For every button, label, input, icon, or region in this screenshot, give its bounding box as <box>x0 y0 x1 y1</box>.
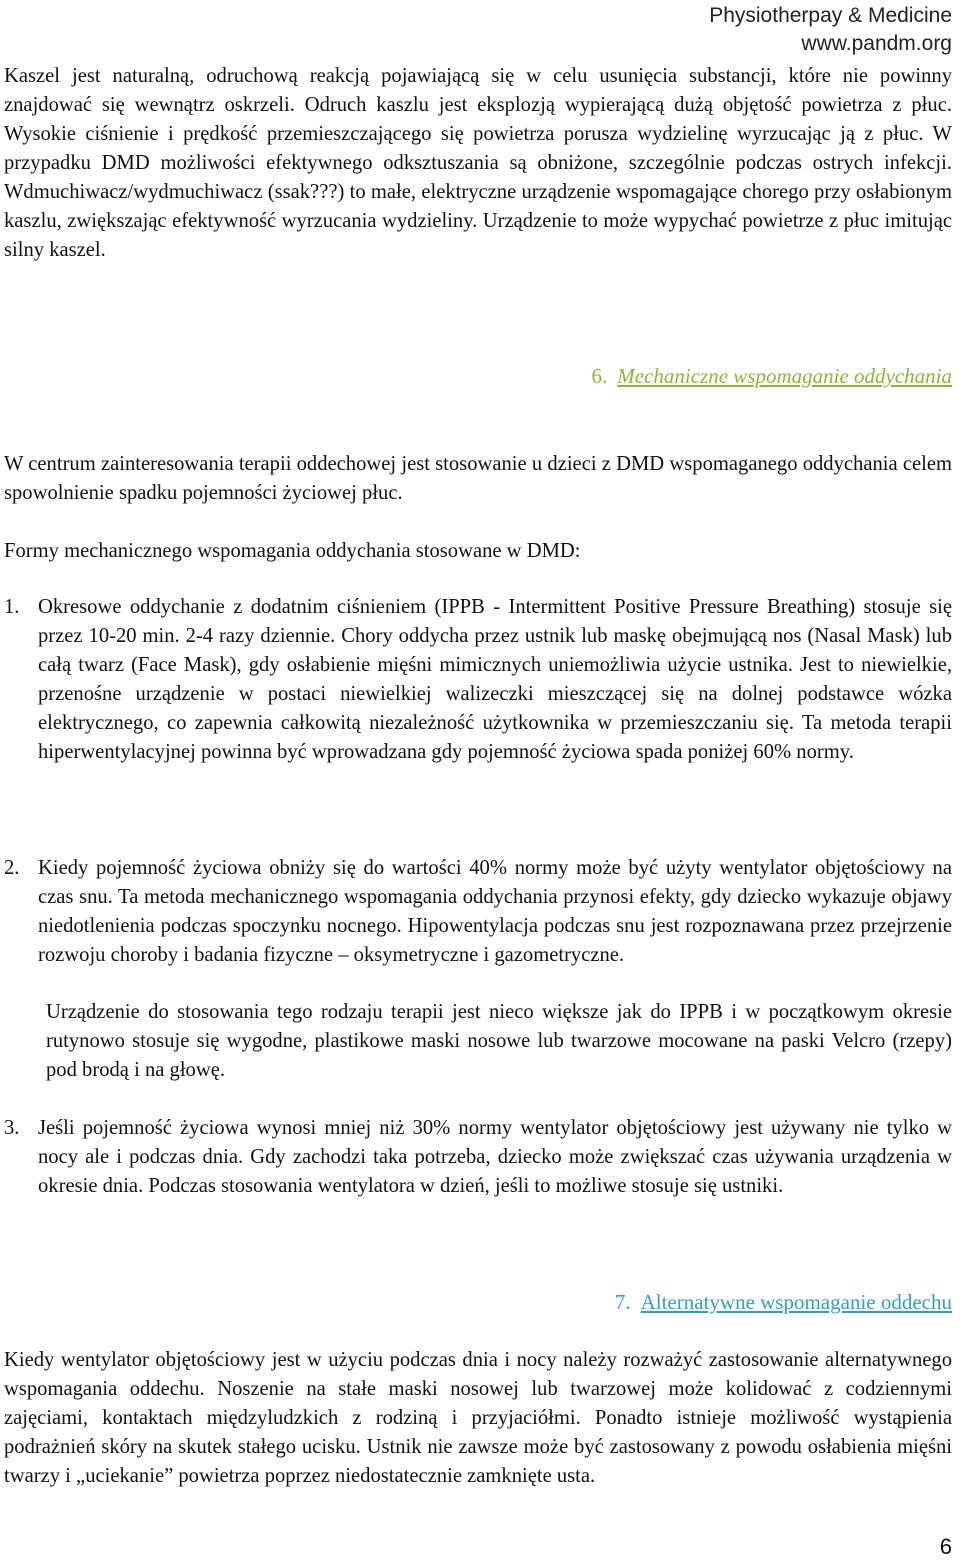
page-header <box>709 2 952 58</box>
list-item-text: Jeśli pojemność życiowa wynosi mniej niż 30% normy wentylator objętościowy jest używany nie tylko w nocy ale i podczas dnia. Gdy zachodzi taka potrzeba, dziecko może zwiększać czas używania urządzenia w okresie dnia. Podczas stosowania wentylatora w dzień, jeśli to możliwe stosuje się ustniki. <box>38 1117 952 1197</box>
list-item-text: Kiedy pojemność życiowa obniży się do wartości 40% normy może być użyty wentylator objętościowy na czas snu. Ta metoda mechanicznego wspomagania oddychania przynosi efekty, gdy dziecko wykazuje objawy niedotlenienia podczas spoczynku nocnego. Hipowentylacja podczas snu jest rozpoznawana przez przejrzenie rozwoju choroby i badania fizyczne – oksymetryczne i gazometryczne. <box>38 857 952 966</box>
section-6-paragraph-1: W centrum zainteresowania terapii oddechowej jest stosowanie u dzieci z DMD wspomaganego oddychania celem spowolnienie spadku pojemności życiowej płuc. <box>4 453 952 504</box>
site-name: Physiotherpay & Medicine <box>709 4 952 27</box>
list-item-2-continuation: Urządzenie do stosowania tego rodzaju terapii jest nieco większe jak do IPPB i w początkowym okresie rutynowo stosuje się wygodne, plastikowe maski nosowe lub twarzowe mocowane na paski Velcro (rzepy) pod brodą i na głowę. <box>46 1001 952 1081</box>
page-number: 6 <box>939 1534 952 1559</box>
list-item-2 <box>4 854 952 970</box>
section-6-paragraph-2: Formy mechanicznego wspomagania oddychania stosowane w DMD: <box>4 540 581 562</box>
intro-paragraph: Kaszel jest naturalną, odruchową reakcją pojawiającą się w celu usunięcia substancji, które nie powinny znajdować się wewnątrz oskrzeli. Odruch kaszlu jest eksplozją wypierającą dużą objętość powietrza z płuc. Wysokie ciśnienie i prędkość przemieszczającego się powietrza porusza wydzielinę wyrzucając ją z płuc. W przypadku DMD możliwości efektywnego odksztuszania są obniżone, szczególnie podczas ostrych infekcji. Wdmuchiwacz/wydmuchiwacz (ssak???) to małe, elektryczne urządzenie wspomagające chorego przy osłabionym kaszlu, zwiększając efektywność wyrzucania wydzieliny. Urządzenie to może wypychać powietrze z płuc imitując silny kaszel. <box>4 65 952 261</box>
section-7-paragraph: Kiedy wentylator objętościowy jest w użyciu podczas dnia i nocy należy rozważyć zastosowanie alternatywnego wspomagania oddechu. Noszenie na stałe maski nosowej lub twarzowej może kolidować z codziennymi zajęciami, kontaktach międzyludzkich z rodziną i przyjaciółmi. Ponadto istnieje możliwość wystąpienia podrażnień skóry na skutek stałego ucisku. Ustnik nie zawsze może być zastosowany z powodu osłabienia mięśni twarzy i „uciekanie” powietrza poprzez niedostatecznie zamknięte usta. <box>4 1349 952 1487</box>
section-7-title[interactable]: Alternatywne wspomaganie oddechu <box>640 1290 952 1314</box>
list-item-number: 1. <box>4 596 20 618</box>
list-item-number: 3. <box>4 1117 20 1139</box>
section-6-heading <box>591 362 952 391</box>
site-url: www.pandm.org <box>801 32 952 55</box>
list-item-1 <box>4 593 952 767</box>
section-6-number: 6. <box>591 364 608 388</box>
list-item-text: Okresowe oddychanie z dodatnim ciśnieniem (IPPB - Intermittent Positive Pressure Breathing) stosuje się przez 10-20 min. 2-4 razy dziennie. Chory oddycha przez ustnik lub maskę obejmującą nos (Nasal Mask) lub całą twarz (Face Mask), gdy osłabienie mięśni mimicznych uniemożliwia użycie ustnika. Jest to niewielkie, przenośne urządzenie w postaci niewielkiej walizeczki mieszczącej się na dolnej podstawce wózka elektrycznego, co zapewnia całkowitą niezależność użytkownika w przemieszczaniu się. Ta metoda terapii hiperwentylacyjnej powinna być wprowadzana gdy pojemność życiowa spada poniżej 60% normy. <box>38 596 952 763</box>
section-7-number: 7. <box>614 1290 631 1314</box>
list-item-number: 2. <box>4 857 20 879</box>
section-7-heading <box>615 1288 952 1317</box>
section-6-title[interactable]: Mechaniczne wspomaganie oddychania <box>617 364 952 388</box>
list-item-3 <box>4 1114 952 1201</box>
